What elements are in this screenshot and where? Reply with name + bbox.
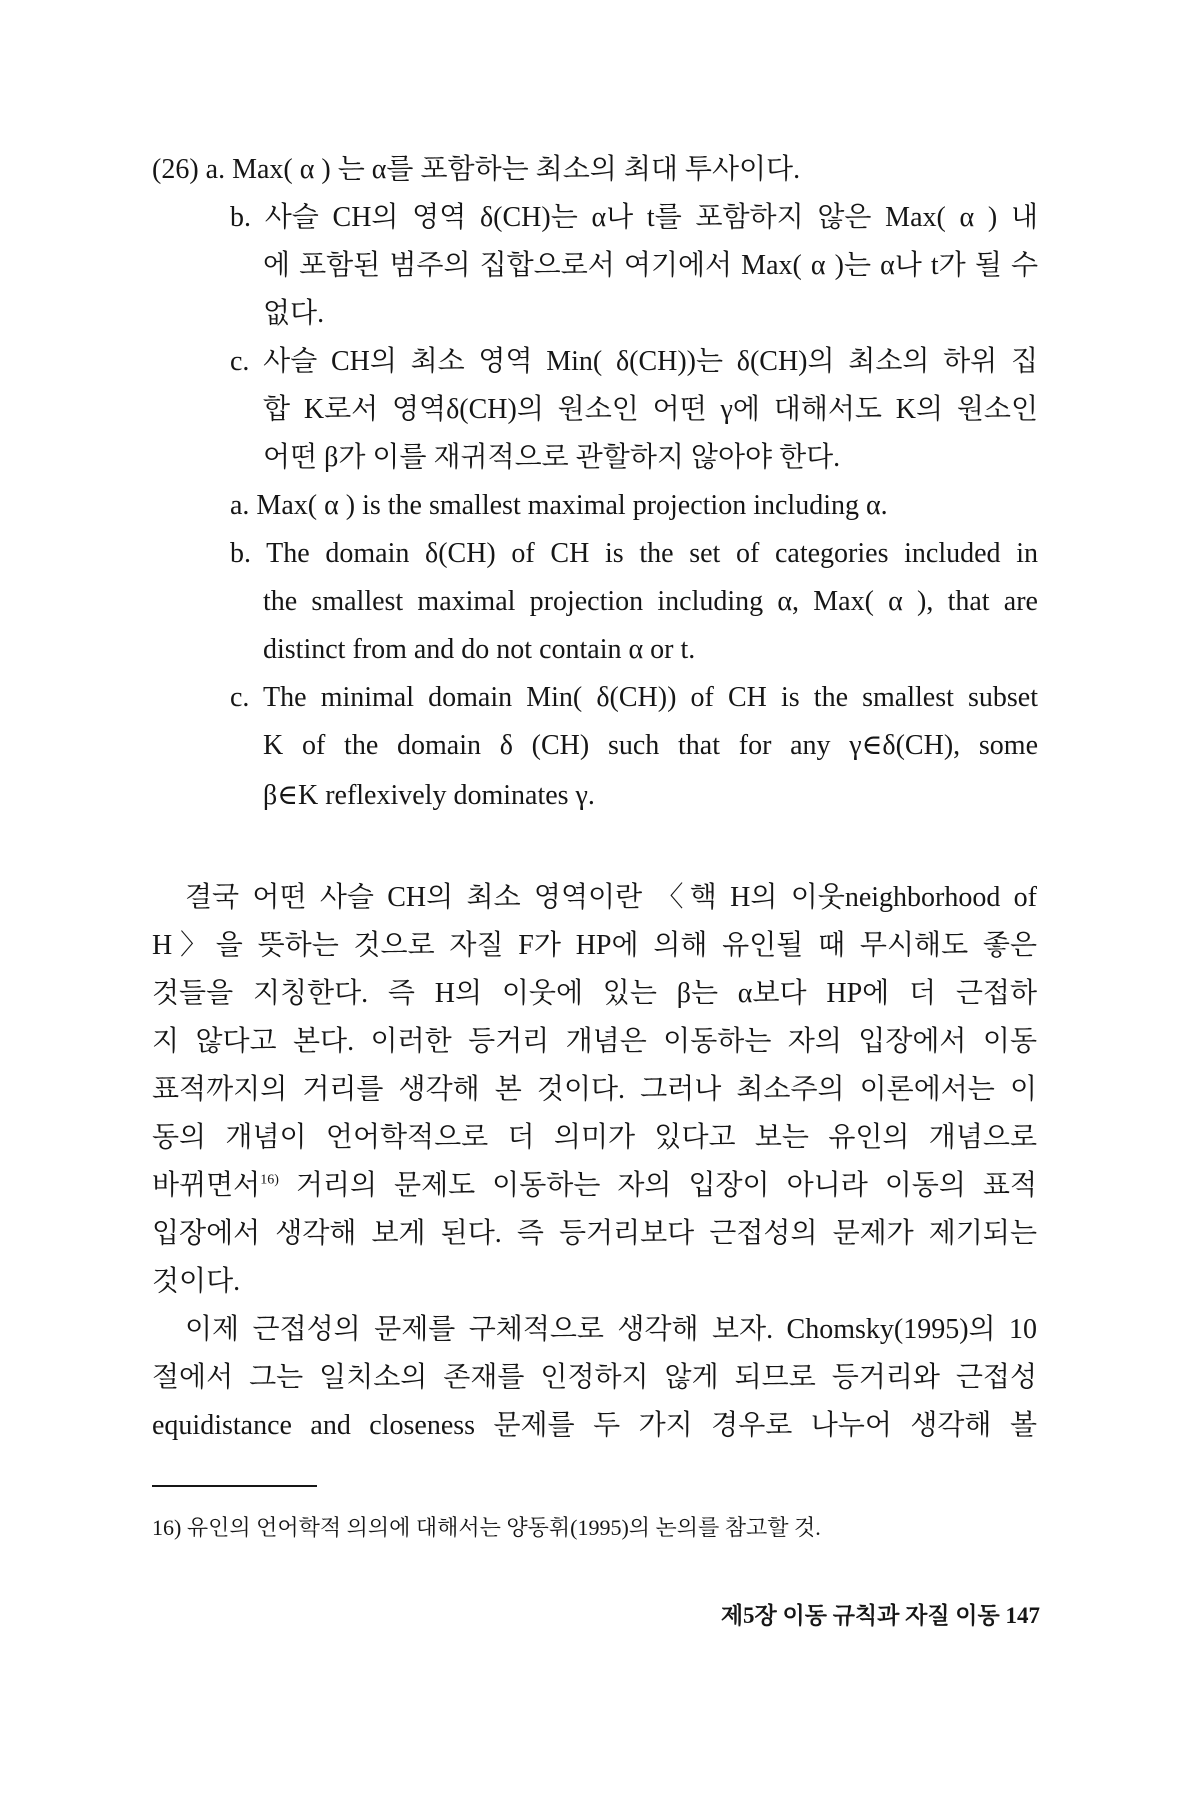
body-line-7-rest: 거리의 문제도 이동하는 자의 입장이 아니라 이동의 표적 xyxy=(278,1170,1037,1201)
example-26-b-english-line-3: distinct from and do not contain α or t. xyxy=(263,634,696,665)
body-paragraph-1-line-8: 입장에서 생각해 보게 된다. 즉 등거리보다 근접성의 문제가 제기되는 xyxy=(152,1218,1037,1249)
example-26-c-korean-line-2: 합 K로서 영역δ(CH)의 원소인 어떤 γ에 대해서도 K의 원소인 xyxy=(263,394,1038,425)
body-paragraph-1-line-4: 지 않다고 본다. 이러한 등거리 개념은 이동하는 자의 입장에서 이동 xyxy=(152,1026,1037,1057)
example-26-b-english-line-2: the smallest maximal projection including α, Max( α ), that are xyxy=(263,586,1038,617)
body-paragraph-1-line-6: 동의 개념이 언어학적으로 더 의미가 있다고 보는 유인의 개념으로 xyxy=(152,1122,1037,1153)
example-26-c-korean-line-1: c. 사슬 CH의 최소 영역 Min( δ(CH))는 δ(CH)의 최소의 하위 집 xyxy=(230,346,1038,377)
body-paragraph-1-line-5: 표적까지의 거리를 생각해 본 것이다. 그러나 최소주의 이론에서는 이 xyxy=(152,1074,1037,1105)
body-paragraph-2-line-1: 이제 근접성의 문제를 구체적으로 생각해 보자. Chomsky(1995)의 10 xyxy=(185,1314,1037,1345)
body-paragraph-1-line-9: 것이다. xyxy=(152,1266,241,1297)
body-paragraph-1-line-2: H〉을 뜻하는 것으로 자질 F가 HP에 의해 유인될 때 무시해도 좋은 xyxy=(152,930,1037,961)
footnote-divider xyxy=(152,1485,317,1487)
body-paragraph-2-line-3: equidistance and closeness 문제를 두 가지 경우로 나누어 생각해 볼 xyxy=(152,1410,1037,1441)
body-line-7-start: 바뀌면서 xyxy=(152,1170,261,1201)
example-26-b-english-line-1: b. The domain δ(CH) of CH is the set of categories included in xyxy=(230,538,1038,569)
footnote-reference-16[interactable]: 16) xyxy=(260,1172,279,1188)
body-paragraph-1-line-7 xyxy=(152,1166,1037,1206)
body-paragraph-2-line-2: 절에서 그는 일치소의 존재를 인정하지 않게 되므로 등거리와 근접성 xyxy=(152,1362,1037,1393)
footnote-16: 16) 유인의 언어학적 의의에 대해서는 양동휘(1995)의 논의를 참고할 것. xyxy=(152,1515,821,1540)
example-26-b-korean-line-2: 에 포함된 범주의 집합으로서 여기에서 Max( α )는 α나 t가 될 수 xyxy=(263,250,1038,281)
body-paragraph-1-line-3: 것들을 지칭한다. 즉 H의 이웃에 있는 β는 α보다 HP에 더 근접하 xyxy=(152,978,1037,1009)
example-26-b-korean-line-1: b. 사슬 CH의 영역 δ(CH)는 α나 t를 포함하지 않은 Max( α ) 내 xyxy=(230,202,1038,233)
page-footer: 제5장 이동 규칙과 자질 이동 147 xyxy=(720,1603,1040,1628)
example-26-c-korean-line-3: 어떤 β가 이를 재귀적으로 관할하지 않아야 한다. xyxy=(263,442,841,473)
example-26-c-english-line-2: K of the domain δ (CH) such that for any γ∈δ(CH), some xyxy=(263,730,1038,761)
example-26-a-english: a. Max( α ) is the smallest maximal projection including α. xyxy=(230,490,888,521)
example-26-c-english-line-1: c. The minimal domain Min( δ(CH)) of CH is the smallest subset xyxy=(230,682,1038,713)
example-26-b-korean-line-3: 없다. xyxy=(263,298,325,329)
body-paragraph-1-line-1: 결국 어떤 사슬 CH의 최소 영역이란 〈핵 H의 이웃neighborhood of xyxy=(185,882,1037,913)
example-26-c-english-line-3: β∈K reflexively dominates γ. xyxy=(263,780,595,811)
example-26-a-korean: (26) a. Max( α ) 는 α를 포함하는 최소의 최대 투사이다. xyxy=(152,154,801,185)
